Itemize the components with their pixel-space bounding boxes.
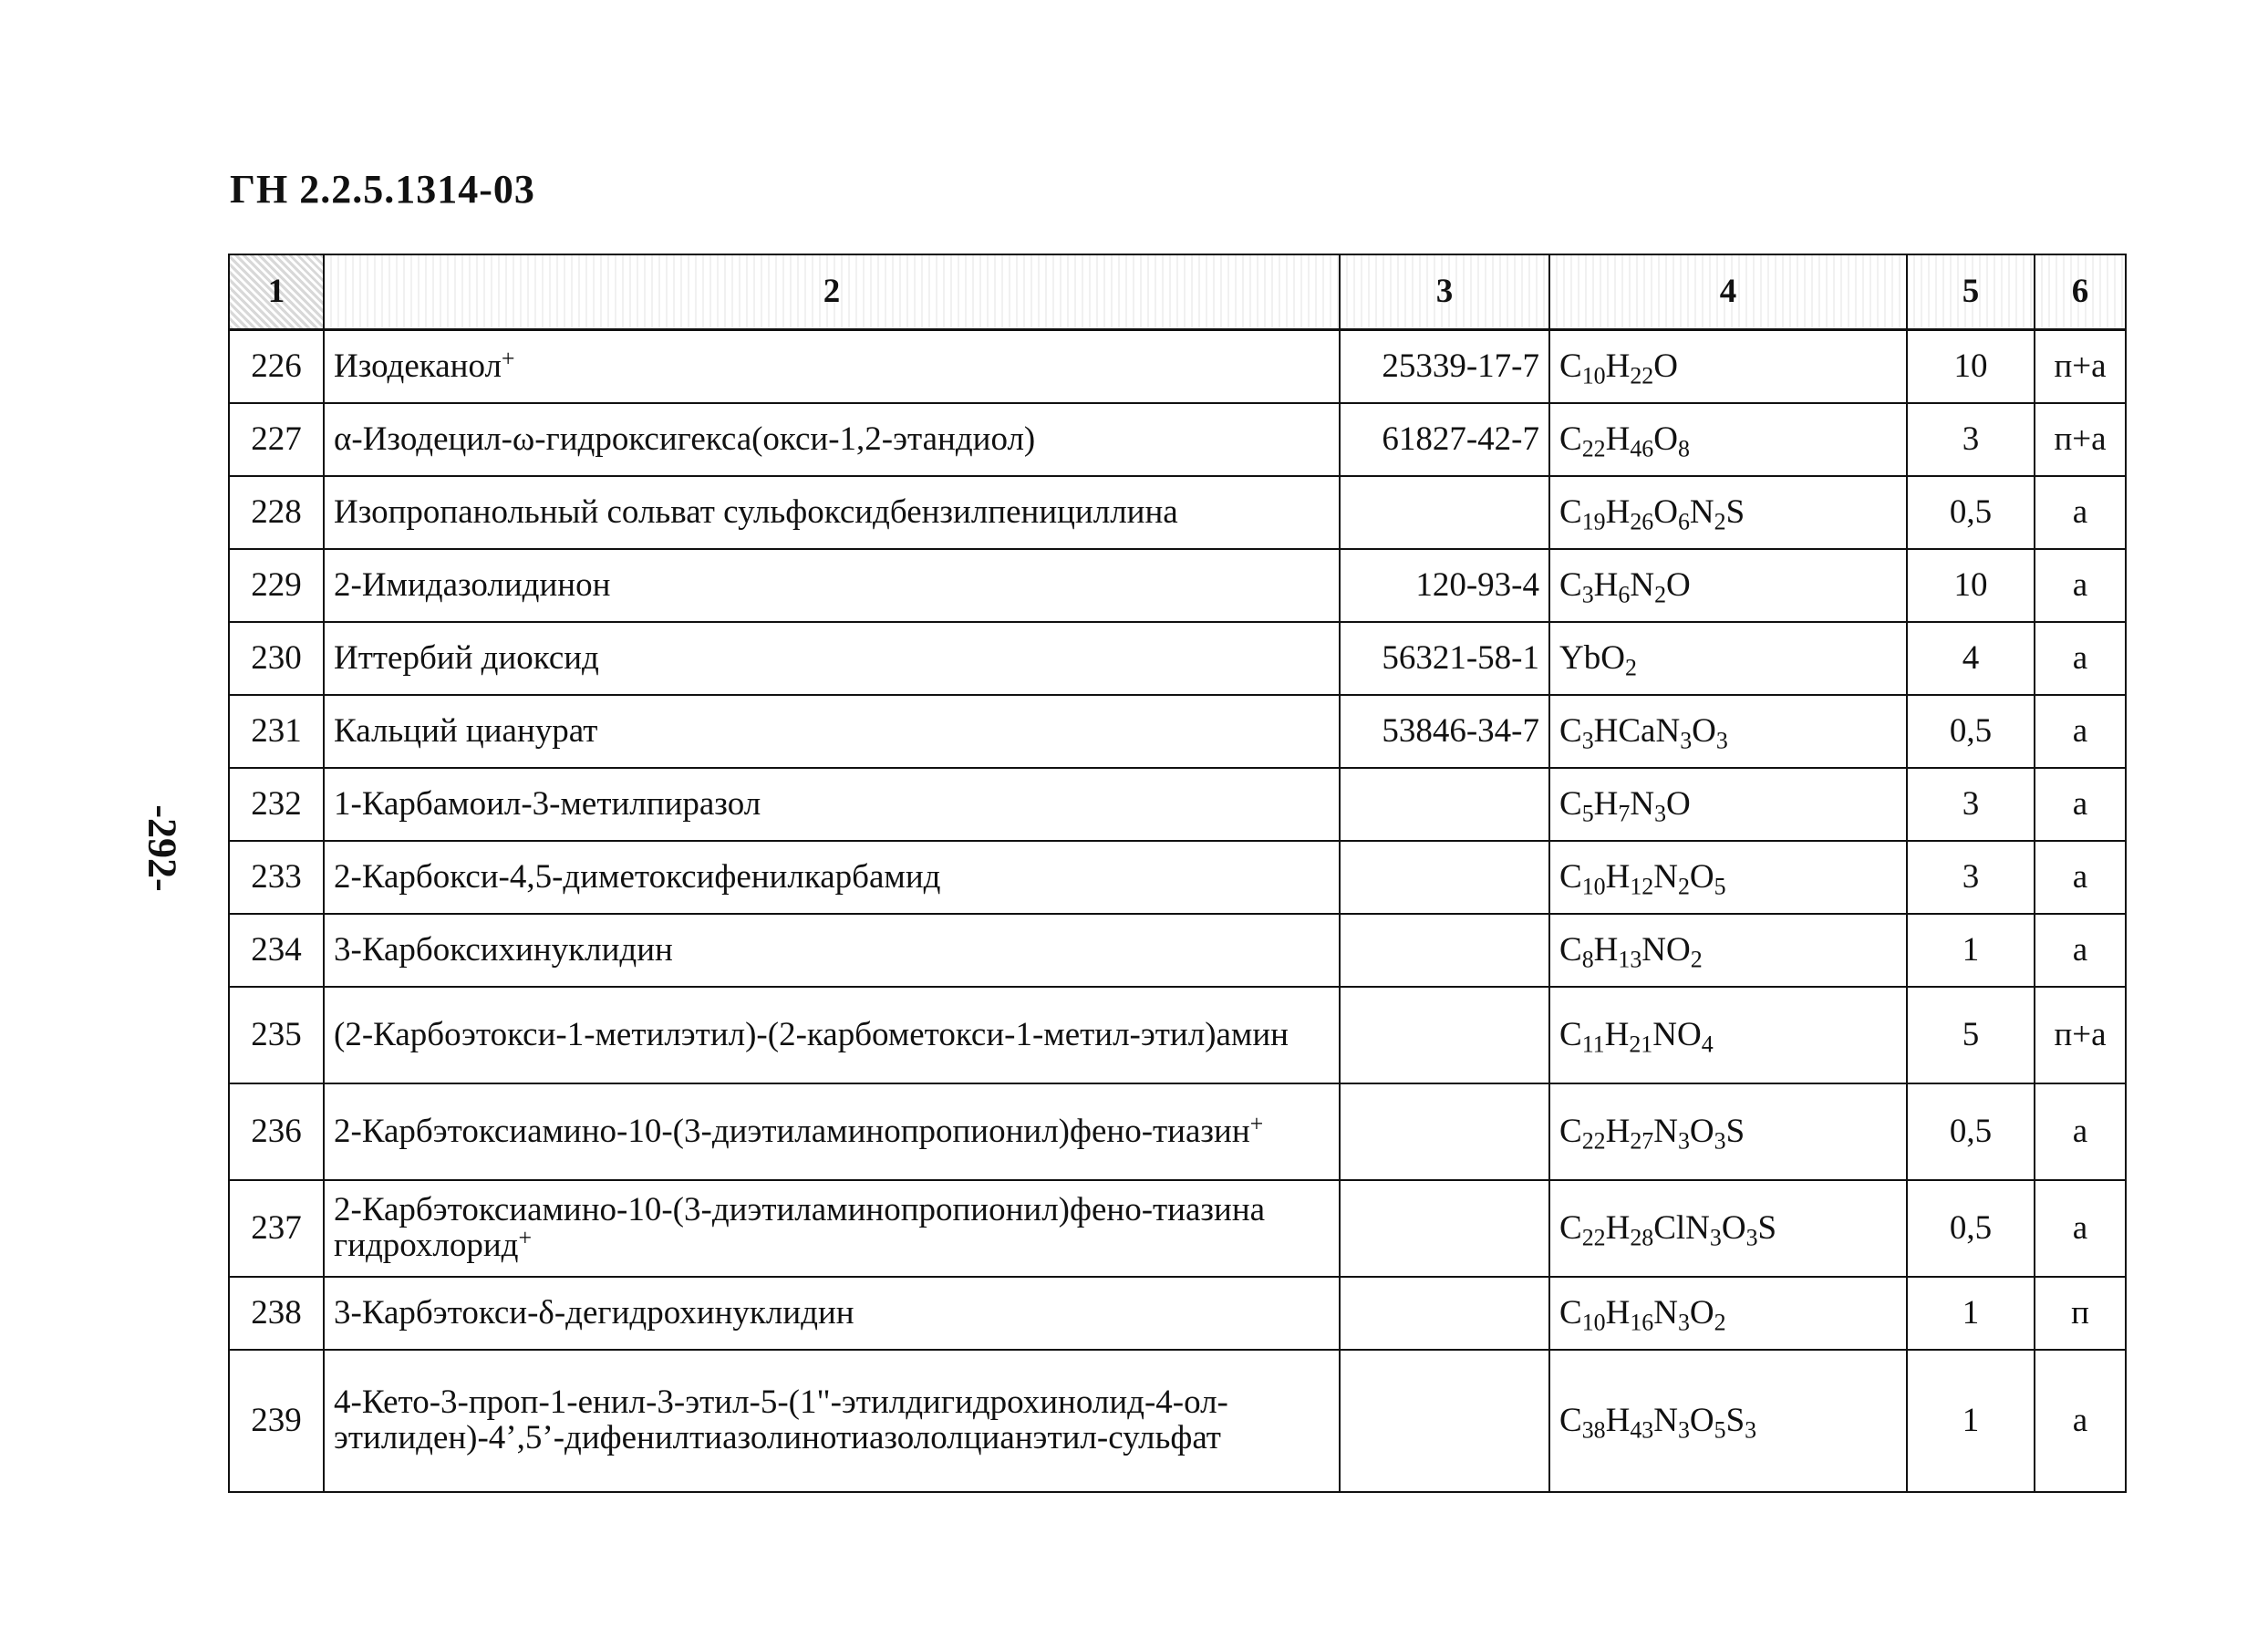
chemical-formula (1549, 622, 1907, 695)
formula-subscript: 43 (1630, 1415, 1654, 1443)
row-number: 234 (229, 914, 324, 987)
substance-name-cell (324, 987, 1340, 1083)
formula-subscript: 3 (1581, 726, 1594, 753)
chemical-formula (1549, 768, 1907, 841)
cas-number: 53846-34-7 (1340, 695, 1549, 768)
substance-name-cell (324, 1180, 1340, 1277)
formula-subscript: 3 (1745, 1223, 1758, 1250)
formula-part: O (1689, 1401, 1714, 1439)
substance-name-cell (324, 1083, 1340, 1180)
cas-number (1340, 476, 1549, 549)
formula-part: C (1559, 1112, 1582, 1150)
table-row (229, 549, 2126, 622)
substance-name-cell (324, 476, 1340, 549)
cas-number (1340, 1180, 1549, 1277)
row-number: 231 (229, 695, 324, 768)
formula-part: H (1605, 1401, 1631, 1439)
formula-part: O (1653, 492, 1678, 531)
formula-part: O (1666, 784, 1691, 823)
formula-subscript: 46 (1630, 434, 1654, 461)
aggregate-state: а (2035, 1180, 2126, 1277)
formula-part: S (1725, 1401, 1745, 1439)
substance-name: Кальций цианурат (334, 711, 598, 750)
formula-subscript: 3 (1677, 1126, 1690, 1154)
formula-subscript: 26 (1630, 507, 1654, 534)
row-number: 232 (229, 768, 324, 841)
cas-number (1340, 1350, 1549, 1492)
name-superscript: + (1249, 1109, 1264, 1136)
table-row (229, 768, 2126, 841)
formula-subscript: 2 (1690, 945, 1703, 972)
cas-number (1340, 841, 1549, 914)
table-row (229, 330, 2126, 404)
formula-part: O (1653, 347, 1678, 385)
chemical-formula (1549, 330, 1907, 404)
formula-part: S (1757, 1208, 1777, 1247)
chemical-formula (1549, 403, 1907, 476)
formula-subscript: 22 (1581, 434, 1606, 461)
limit-value: 1 (1907, 1350, 2035, 1492)
substance-name-cell (324, 549, 1340, 622)
formula-subscript: 5 (1581, 799, 1594, 826)
substance-name: 2-Карбокси-4,5-диметоксифенилкарбамид (334, 857, 941, 896)
formula-subscript: 38 (1581, 1415, 1606, 1443)
cas-number (1340, 987, 1549, 1083)
row-number: 226 (229, 330, 324, 404)
cas-number (1340, 1083, 1549, 1180)
limit-value: 1 (1907, 1277, 2035, 1350)
limit-value: 3 (1907, 768, 2035, 841)
formula-subscript: 3 (1680, 726, 1693, 753)
aggregate-state: а (2035, 476, 2126, 549)
formula-subscript: 3 (1677, 1415, 1690, 1443)
aggregate-state: а (2035, 622, 2126, 695)
limit-value: 10 (1907, 330, 2035, 404)
chemical-formula (1549, 987, 1907, 1083)
chemical-formula (1549, 476, 1907, 549)
table-row (229, 622, 2126, 695)
substance-name: 2-Карбэтоксиамино-10-(3-диэтиламинопропионил)фено-тиазин (334, 1112, 1250, 1150)
substance-name-cell (324, 914, 1340, 987)
formula-subscript: 13 (1618, 945, 1642, 972)
chemical-formula (1549, 1083, 1907, 1180)
formula-subscript: 2 (1677, 872, 1690, 899)
formula-subscript: 6 (1618, 580, 1631, 607)
cas-number (1340, 768, 1549, 841)
header-col-1: 1 (229, 254, 324, 330)
header-col-4: 4 (1549, 254, 1907, 330)
formula-subscript: 19 (1581, 507, 1606, 534)
formula-part: C (1559, 1293, 1582, 1332)
cas-number: 120-93-4 (1340, 549, 1549, 622)
substance-name: 2-Карбэтоксиамино-10-(3-диэтиламинопропионил)фено-тиазина гидрохлорид (334, 1191, 1266, 1264)
formula-part: O (1689, 857, 1714, 896)
substance-name-cell (324, 330, 1340, 404)
substance-name: 3-Карбоксихинуклидин (334, 930, 673, 969)
formula-subscript: 2 (1654, 580, 1667, 607)
formula-part: N (1653, 857, 1678, 896)
cas-number (1340, 1277, 1549, 1350)
name-superscript: + (501, 344, 515, 371)
formula-subscript: 3 (1745, 1415, 1757, 1443)
chemical-formula (1549, 549, 1907, 622)
row-number: 237 (229, 1180, 324, 1277)
table-row (229, 695, 2126, 768)
formula-part: C (1559, 420, 1582, 458)
row-number: 233 (229, 841, 324, 914)
formula-subscript: 5 (1714, 872, 1726, 899)
substance-name-cell (324, 622, 1340, 695)
formula-subscript: 5 (1714, 1415, 1726, 1443)
formula-part: H (1604, 1015, 1630, 1053)
formula-subscript: 16 (1630, 1308, 1654, 1335)
formula-part: C (1559, 492, 1582, 531)
formula-part: C (1559, 857, 1582, 896)
formula-subscript: 2 (1714, 1308, 1726, 1335)
aggregate-state: а (2035, 841, 2126, 914)
substance-name: 2-Имидазолидинон (334, 565, 611, 604)
formula-part: H (1593, 784, 1619, 823)
formula-subscript: 22 (1581, 1223, 1606, 1250)
formula-part: C (1559, 1208, 1582, 1247)
formula-part: O (1653, 420, 1678, 458)
header-row (229, 254, 2126, 330)
cas-number: 56321-58-1 (1340, 622, 1549, 695)
formula-part: NO (1652, 1015, 1702, 1053)
formula-part: O (1721, 1208, 1746, 1247)
limit-value: 5 (1907, 987, 2035, 1083)
aggregate-state: п+а (2035, 330, 2126, 404)
formula-subscript: 3 (1677, 1308, 1690, 1335)
formula-part: H (1605, 1112, 1631, 1150)
header-col-6: 6 (2035, 254, 2126, 330)
substance-name: 1-Карбамоил-3-метилпиразол (334, 784, 761, 823)
aggregate-state: п (2035, 1277, 2126, 1350)
row-number: 230 (229, 622, 324, 695)
limit-value: 3 (1907, 403, 2035, 476)
formula-part: S (1725, 492, 1745, 531)
formula-subscript: 4 (1701, 1030, 1714, 1057)
limit-value: 0,5 (1907, 476, 2035, 549)
chemical-formula (1549, 841, 1907, 914)
formula-part: C (1559, 711, 1582, 750)
substance-name-cell (324, 403, 1340, 476)
formula-subscript: 8 (1581, 945, 1594, 972)
limit-value: 1 (1907, 914, 2035, 987)
table-row (229, 476, 2126, 549)
formula-part: S (1725, 1112, 1745, 1150)
formula-part: O (1692, 711, 1716, 750)
table-row (229, 914, 2126, 987)
cas-number: 61827-42-7 (1340, 403, 1549, 476)
aggregate-state: а (2035, 1083, 2126, 1180)
formula-subscript: 3 (1715, 726, 1728, 753)
table-row (229, 1083, 2126, 1180)
formula-part: HCaN (1593, 711, 1681, 750)
substance-name-cell (324, 1350, 1340, 1492)
formula-subscript: 11 (1581, 1030, 1605, 1057)
table-row (229, 1350, 2126, 1492)
limit-value: 0,5 (1907, 695, 2035, 768)
formula-subscript: 12 (1630, 872, 1654, 899)
formula-subscript: 2 (1624, 653, 1637, 680)
formula-part: H (1605, 420, 1631, 458)
formula-part: N (1653, 1401, 1678, 1439)
row-number: 239 (229, 1350, 324, 1492)
aggregate-state: а (2035, 914, 2126, 987)
formula-part: O (1689, 1293, 1714, 1332)
formula-subscript: 22 (1630, 361, 1654, 389)
chemical-formula (1549, 1350, 1907, 1492)
table-row (229, 1180, 2126, 1277)
substance-name: Изодеканол (334, 347, 502, 385)
formula-subscript: 6 (1677, 507, 1690, 534)
formula-part: O (1689, 1112, 1714, 1150)
aggregate-state: а (2035, 549, 2126, 622)
substance-name: 3-Карбэтокси-δ-дегидрохинуклидин (334, 1293, 854, 1332)
formula-part: C (1559, 565, 1582, 604)
chemical-formula (1549, 1277, 1907, 1350)
formula-subscript: 3 (1714, 1126, 1726, 1154)
formula-subscript: 27 (1630, 1126, 1654, 1154)
table-row (229, 1277, 2126, 1350)
formula-part: YbO (1559, 638, 1625, 677)
chemical-formula (1549, 695, 1907, 768)
formula-subscript: 3 (1581, 580, 1594, 607)
aggregate-state: а (2035, 768, 2126, 841)
row-number: 227 (229, 403, 324, 476)
table-row (229, 987, 2126, 1083)
header-col-3: 3 (1340, 254, 1549, 330)
formula-subscript: 7 (1618, 799, 1631, 826)
cas-number: 25339-17-7 (1340, 330, 1549, 404)
row-number: 238 (229, 1277, 324, 1350)
row-number: 236 (229, 1083, 324, 1180)
formula-part: O (1666, 565, 1691, 604)
formula-part: H (1605, 857, 1631, 896)
formula-subscript: 22 (1581, 1126, 1606, 1154)
substances-table (228, 254, 2127, 1493)
row-number: 228 (229, 476, 324, 549)
aggregate-state: а (2035, 695, 2126, 768)
formula-part: N (1630, 784, 1655, 823)
formula-subscript: 10 (1581, 1308, 1606, 1335)
formula-part: H (1593, 930, 1619, 969)
aggregate-state: а (2035, 1350, 2126, 1492)
formula-subscript: 2 (1714, 507, 1726, 534)
substance-name-cell (324, 768, 1340, 841)
formula-subscript: 28 (1630, 1223, 1654, 1250)
page-number: -292- (140, 804, 185, 892)
table-row (229, 403, 2126, 476)
row-number: 229 (229, 549, 324, 622)
formula-subscript: 10 (1581, 872, 1606, 899)
substance-name: Иттербий диоксид (334, 638, 599, 677)
formula-part: C (1559, 1401, 1582, 1439)
substance-name: 4-Кето-3-проп-1-енил-3-этил-5-(1"-этилдигидрохинолид-4-ол-этилиден)-4’,5’-дифенилтиазолинотиазололцианэтил-сульфат (334, 1383, 1228, 1456)
table-row (229, 841, 2126, 914)
substance-name-cell (324, 1277, 1340, 1350)
limit-value: 10 (1907, 549, 2035, 622)
formula-part: N (1653, 1293, 1678, 1332)
row-number: 235 (229, 987, 324, 1083)
formula-part: H (1593, 565, 1619, 604)
formula-subscript: 21 (1629, 1030, 1653, 1057)
limit-value: 0,5 (1907, 1180, 2035, 1277)
chemical-formula (1549, 914, 1907, 987)
formula-part: N (1653, 1112, 1678, 1150)
formula-subscript: 3 (1654, 799, 1667, 826)
formula-part: NO (1641, 930, 1691, 969)
limit-value: 4 (1907, 622, 2035, 695)
formula-part: N (1630, 565, 1655, 604)
formula-part: C (1559, 784, 1582, 823)
substance-name: Изопропанольный сольват сульфоксидбензилпенициллина (334, 492, 1178, 531)
header-col-5: 5 (1907, 254, 2035, 330)
formula-part: H (1605, 1293, 1631, 1332)
formula-part: H (1605, 492, 1631, 531)
formula-part: H (1605, 347, 1631, 385)
aggregate-state: п+а (2035, 987, 2126, 1083)
formula-part: C (1559, 347, 1582, 385)
formula-subscript: 10 (1581, 361, 1606, 389)
substance-name-cell (324, 695, 1340, 768)
limit-value: 3 (1907, 841, 2035, 914)
cas-number (1340, 914, 1549, 987)
aggregate-state: п+а (2035, 403, 2126, 476)
substance-name-cell (324, 841, 1340, 914)
substance-name: α-Изодецил-ω-гидроксигекса(окси-1,2-этандиол) (334, 420, 1036, 458)
formula-part: H (1605, 1208, 1631, 1247)
document-title: ГН 2.2.5.1314-03 (230, 167, 535, 212)
formula-part: C (1559, 930, 1582, 969)
substance-name: (2-Карбоэтокси-1-метилэтил)-(2-карбометокси-1-метил-этил)амин (334, 1015, 1289, 1053)
name-superscript: + (518, 1224, 533, 1251)
header-col-2: 2 (324, 254, 1340, 330)
chemical-formula (1549, 1180, 1907, 1277)
formula-part: C (1559, 1015, 1582, 1053)
formula-subscript: 3 (1709, 1223, 1722, 1250)
formula-part: ClN (1653, 1208, 1710, 1247)
limit-value: 0,5 (1907, 1083, 2035, 1180)
formula-part: N (1689, 492, 1714, 531)
formula-subscript: 8 (1677, 434, 1690, 461)
